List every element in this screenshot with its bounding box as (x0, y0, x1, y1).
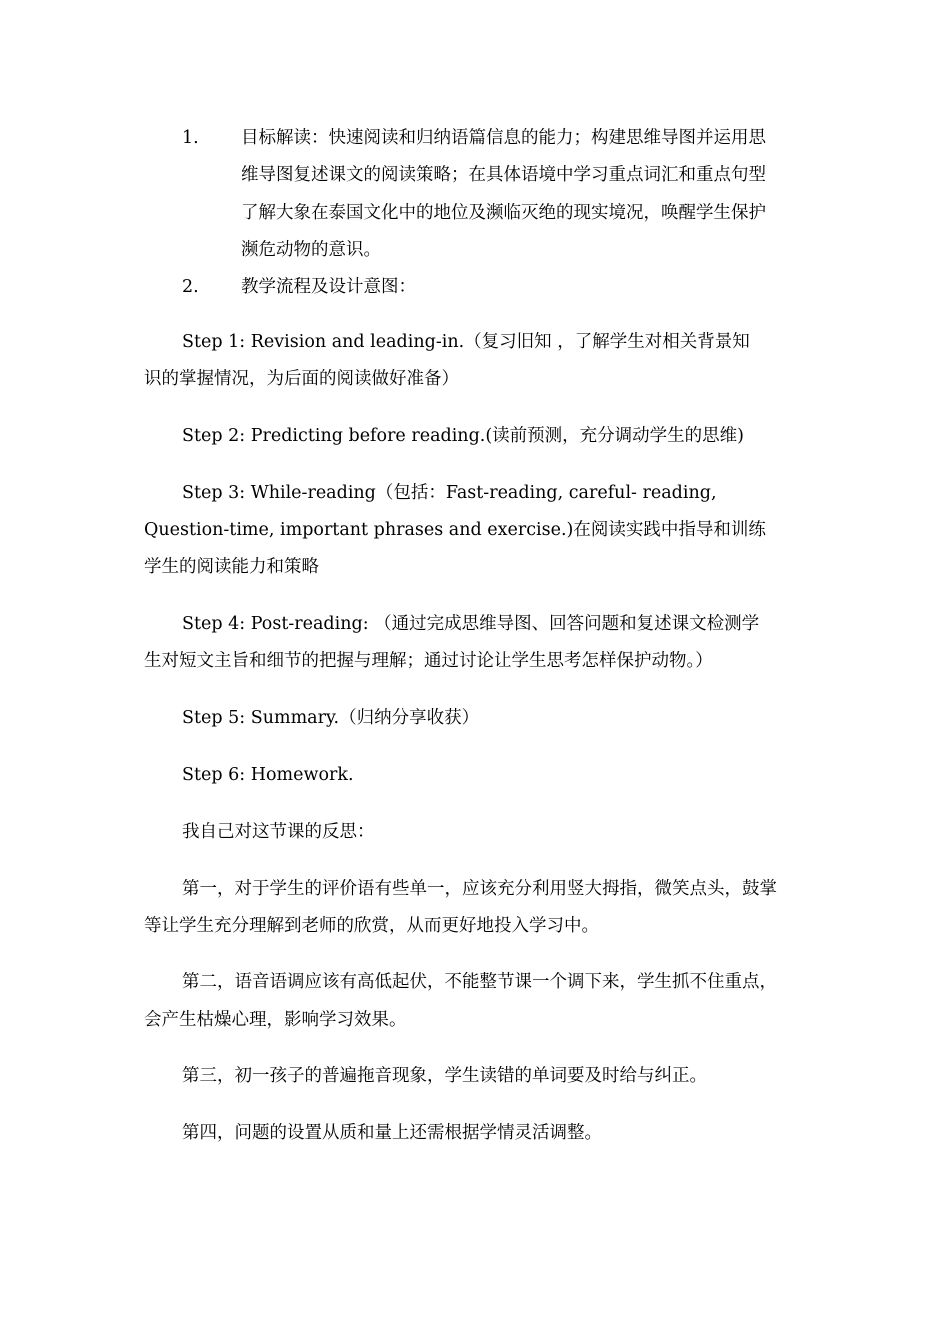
list-number: 1. (182, 128, 199, 148)
reflection-para-2-line-1: 第二，语音语调应该有高低起伏，不能整节课一个调下来，学生抓不住重点， (182, 972, 777, 992)
step-3-line-3: 学生的阅读能力和策略 (144, 557, 319, 577)
step-4-line-1: Step 4: Post-reading: （通过完成思维导图、回答问题和复述课文检测学 (182, 614, 760, 634)
list-item-2-line-1: 教学流程及设计意图： (241, 277, 416, 297)
list-item-1-line-2: 维导图复述课文的阅读策略；在具体语境中学习重点词汇和重点句型 (241, 165, 766, 185)
reflection-heading: 我自己对这节课的反思： (182, 822, 375, 842)
step-3-line-1: Step 3: While-reading（包括：Fast-reading, careful- reading, (182, 483, 717, 503)
reflection-para-4-line-1: 第四，问题的设置从质和量上还需根据学情灵活调整。 (182, 1123, 602, 1143)
step-1-line-1: Step 1: Revision and leading-in.（复习旧知 ，了解学生对相关背景知 (182, 332, 750, 352)
reflection-para-3-line-1: 第三，初一孩子的普遍拖音现象，学生读错的单词要及时给与纠正。 (182, 1066, 707, 1086)
reflection-para-2-line-2: 会产生枯燥心理，影响学习效果。 (144, 1010, 407, 1030)
step-5-line-1: Step 5: Summary.（归纳分享收获） (182, 708, 480, 728)
list-item-1-line-3: 了解大象在泰国文化中的地位及濒临灭绝的现实境况，唤醒学生保护 (241, 203, 766, 223)
step-2-line-1: Step 2: Predicting before reading.(读前预测，充分调动学生的思维) (182, 426, 744, 446)
list-item-1-line-4: 濒危动物的意识。 (241, 240, 381, 260)
reflection-para-1-line-2: 等让学生充分理解到老师的欣赏，从而更好地投入学习中。 (144, 916, 599, 936)
step-3-line-2: Question-time, important phrases and exercise.)在阅读实践中指导和训练 (144, 520, 766, 540)
list-item-1-line-1: 目标解读：快速阅读和归纳语篇信息的能力；构建思维导图并运用思 (241, 128, 766, 148)
step-1-line-2: 识的掌握情况，为后面的阅读做好准备） (144, 369, 459, 389)
reflection-para-1-line-1: 第一，对于学生的评价语有些单一，应该充分利用竖大拇指，微笑点头，鼓掌 (182, 879, 777, 899)
step-6-line-1: Step 6: Homework. (182, 765, 354, 785)
step-4-line-2: 生对短文主旨和细节的把握与理解；通过讨论让学生思考怎样保护动物。） (144, 651, 713, 671)
list-number: 2. (182, 277, 199, 297)
